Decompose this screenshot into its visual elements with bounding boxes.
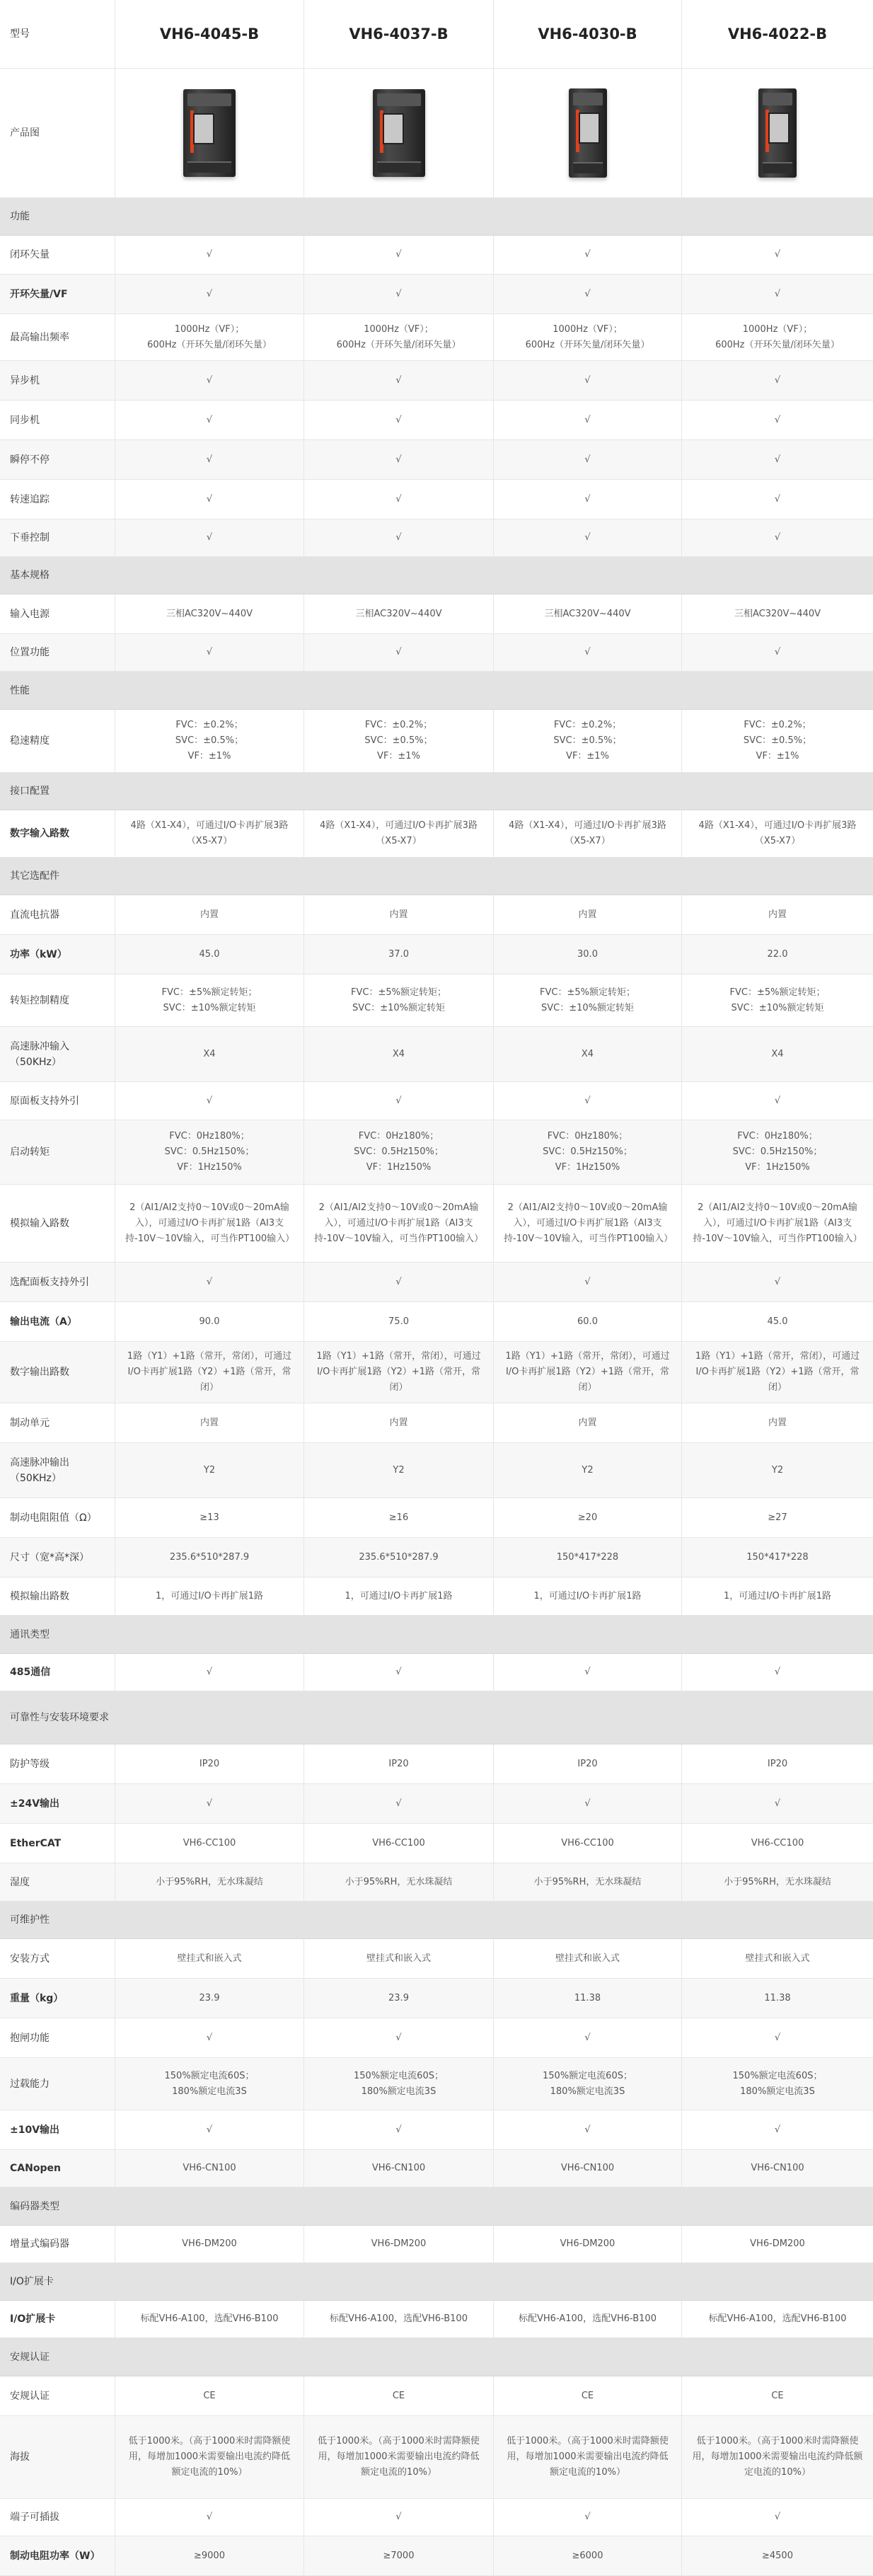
spec-value: IP20	[682, 1744, 873, 1784]
spec-value: √	[304, 2499, 494, 2536]
spec-value: X4	[115, 1027, 304, 1082]
spec-value: FVC：0Hz180%； SVC：0.5Hz150%； VF：1Hz150%	[494, 1120, 682, 1185]
row-label: 同步机	[0, 401, 115, 440]
row-label: 转矩控制精度	[0, 974, 115, 1027]
spec-value: VH6-CC100	[494, 1824, 682, 1863]
row-label: EtherCAT	[0, 1824, 115, 1863]
spec-value: ≥9000	[115, 2536, 304, 2576]
spec-value: FVC：±5%额定转矩； SVC：±10%额定转矩	[115, 974, 304, 1027]
spec-value: 150*417*228	[494, 1538, 682, 1577]
spec-value: VH6-DM200	[115, 2226, 304, 2263]
section-header	[0, 858, 873, 895]
section-header	[0, 1902, 873, 1939]
spec-value: 150%额定电流60S； 180%额定电流3S	[115, 2058, 304, 2110]
section-header	[0, 2263, 873, 2301]
row-label: 增量式编码器	[0, 2226, 115, 2263]
model-name: VH6-4045-B	[115, 0, 304, 69]
spec-value: √	[304, 480, 494, 519]
spec-value: 23.9	[115, 1979, 304, 2018]
row-label: CANopen	[0, 2150, 115, 2187]
spec-value: √	[682, 634, 873, 672]
spec-value: √	[682, 275, 873, 314]
row-label: 输入电源	[0, 594, 115, 634]
spec-value: √	[304, 2110, 494, 2150]
spec-value: FVC：±0.2%； SVC：±0.5%； VF：±1%	[494, 710, 682, 773]
spec-value: √	[304, 275, 494, 314]
spec-value: 三相AC320V~440V	[304, 594, 494, 634]
row-label: 数字输入路数	[0, 810, 115, 858]
spec-value: 11.38	[682, 1979, 873, 2018]
spec-value: 内置	[304, 1403, 494, 1443]
section-title: 编码器类型	[10, 2200, 59, 2212]
spec-value: VH6-CC100	[115, 1824, 304, 1863]
spec-value: 4路（X1-X4），可通过I/O卡再扩展3路（X5-X7）	[682, 810, 873, 858]
spec-value: 1路（Y1）+1路（常开，常闭），可通过I/O卡再扩展1路（Y2）+1路（常开，常闭）	[682, 1342, 873, 1403]
spec-value: √	[115, 1263, 304, 1302]
spec-value: X4	[682, 1027, 873, 1082]
row-label: 485通信	[0, 1654, 115, 1691]
spec-value: √	[304, 634, 494, 672]
spec-value: √	[115, 1082, 304, 1120]
row-label: 模拟输出路数	[0, 1577, 115, 1616]
spec-value: 低于1000米。（高于1000米时需降额使用，每增加1000米需要输出电流约降低额定电流的10%）	[304, 2416, 494, 2499]
spec-value: √	[494, 2018, 682, 2058]
row-label: 启动转矩	[0, 1120, 115, 1185]
spec-value: 1000Hz（VF）； 600Hz（开环矢量/闭环矢量）	[304, 314, 494, 361]
spec-value: 壁挂式和嵌入式	[304, 1939, 494, 1979]
row-label: 下垂控制	[0, 519, 115, 557]
spec-value: √	[115, 1784, 304, 1824]
spec-value: VH6-CN100	[304, 2150, 494, 2187]
spec-value: √	[682, 519, 873, 557]
spec-value: 45.0	[115, 935, 304, 974]
spec-value: 低于1000米。（高于1000米时需降额使用，每增加1000米需要输出电流约降低额定电流的10%）	[682, 2416, 873, 2499]
row-label: 转速追踪	[0, 480, 115, 519]
row-label: 抱闸功能	[0, 2018, 115, 2058]
section-title: 功能	[10, 211, 30, 222]
spec-value: ≥13	[115, 1498, 304, 1538]
spec-value: VH6-DM200	[304, 2226, 494, 2263]
row-label: 闭环矢量	[0, 236, 115, 275]
spec-value: 内置	[494, 895, 682, 935]
spec-value: 壁挂式和嵌入式	[115, 1939, 304, 1979]
spec-value: FVC：±5%额定转矩； SVC：±10%额定转矩	[494, 974, 682, 1027]
spec-value: √	[682, 480, 873, 519]
spec-value: √	[494, 1654, 682, 1691]
spec-value: 60.0	[494, 1302, 682, 1342]
spec-value: 1，可通过I/O卡再扩展1路	[115, 1577, 304, 1616]
spec-value: 4路（X1-X4），可通过I/O卡再扩展3路（X5-X7）	[304, 810, 494, 858]
spec-value: √	[304, 1263, 494, 1302]
spec-value: √	[115, 361, 304, 401]
spec-value: 11.38	[494, 1979, 682, 2018]
spec-value: FVC：±0.2%； SVC：±0.5%； VF：±1%	[682, 710, 873, 773]
spec-value: √	[494, 634, 682, 672]
spec-value: √	[115, 2499, 304, 2536]
spec-value: 壁挂式和嵌入式	[682, 1939, 873, 1979]
spec-value: 1路（Y1）+1路（常开，常闭），可通过I/O卡再扩展1路（Y2）+1路（常开，常闭）	[494, 1342, 682, 1403]
spec-value: √	[115, 519, 304, 557]
row-label: 制动电阻阻值（Ω）	[0, 1498, 115, 1538]
spec-value: 标配VH6-A100，选配VH6-B100	[115, 2301, 304, 2338]
spec-value: 22.0	[682, 935, 873, 974]
spec-value: ≥7000	[304, 2536, 494, 2576]
row-label: 数字输出路数	[0, 1342, 115, 1403]
spec-value: √	[682, 1263, 873, 1302]
spec-value: VH6-CN100	[115, 2150, 304, 2187]
spec-value: CE	[115, 2376, 304, 2416]
row-label: 安规认证	[0, 2376, 115, 2416]
spec-value: FVC：±5%额定转矩； SVC：±10%额定转矩	[682, 974, 873, 1027]
spec-value: √	[304, 401, 494, 440]
product-photo	[569, 88, 607, 178]
spec-value: FVC：±0.2%； SVC：±0.5%； VF：±1%	[115, 710, 304, 773]
spec-value: √	[304, 440, 494, 480]
spec-value: 23.9	[304, 1979, 494, 2018]
spec-value: √	[682, 2110, 873, 2150]
spec-value: VH6-CN100	[682, 2150, 873, 2187]
product-image-cell	[115, 69, 304, 198]
spec-value: 内置	[682, 1403, 873, 1443]
spec-value: FVC：0Hz180%； SVC：0.5Hz150%； VF：1Hz150%	[682, 1120, 873, 1185]
section-header	[0, 1616, 873, 1654]
row-label: 重量（kg）	[0, 1979, 115, 2018]
spec-value: 三相AC320V~440V	[115, 594, 304, 634]
row-label: 最高输出频率	[0, 314, 115, 361]
spec-value: 150%额定电流60S； 180%额定电流3S	[494, 2058, 682, 2110]
spec-value: 低于1000米。（高于1000米时需降额使用，每增加1000米需要输出电流约降低额定电流的10%）	[115, 2416, 304, 2499]
spec-value: 内置	[682, 895, 873, 935]
spec-value: √	[304, 519, 494, 557]
spec-value: 小于95%RH，无水珠凝结	[304, 1863, 494, 1902]
spec-value: 150%额定电流60S； 180%额定电流3S	[682, 2058, 873, 2110]
row-label: 稳速精度	[0, 710, 115, 773]
product-image-cell	[494, 69, 682, 198]
spec-value: √	[682, 1654, 873, 1691]
product-image-cell	[304, 69, 494, 198]
spec-value: 235.6*510*287.9	[115, 1538, 304, 1577]
row-label: 位置功能	[0, 634, 115, 672]
spec-value: FVC：±5%额定转矩； SVC：±10%额定转矩	[304, 974, 494, 1027]
spec-value: 标配VH6-A100，选配VH6-B100	[682, 2301, 873, 2338]
spec-value: 1路（Y1）+1路（常开，常闭），可通过I/O卡再扩展1路（Y2）+1路（常开，常闭）	[304, 1342, 494, 1403]
spec-value: √	[682, 440, 873, 480]
spec-value: X4	[494, 1027, 682, 1082]
row-label: ±24V输出	[0, 1784, 115, 1824]
spec-value: 内置	[304, 895, 494, 935]
spec-value: ≥4500	[682, 2536, 873, 2576]
spec-value: √	[494, 1082, 682, 1120]
spec-value: √	[494, 480, 682, 519]
spec-value: 内置	[115, 1403, 304, 1443]
spec-value: √	[115, 2110, 304, 2150]
spec-value: CE	[494, 2376, 682, 2416]
section-header	[0, 773, 873, 810]
spec-value: √	[304, 1654, 494, 1691]
row-label: 防护等级	[0, 1744, 115, 1784]
section-title: 可维护性	[10, 1914, 50, 1926]
spec-value: VH6-DM200	[682, 2226, 873, 2263]
product-photo	[373, 89, 425, 177]
row-label: 制动电阻功率（W）	[0, 2536, 115, 2576]
row-label: 过载能力	[0, 2058, 115, 2110]
spec-value: √	[682, 1784, 873, 1824]
spec-value: 低于1000米。（高于1000米时需降额使用，每增加1000米需要输出电流约降低额定电流的10%）	[494, 2416, 682, 2499]
spec-value: 235.6*510*287.9	[304, 1538, 494, 1577]
section-header	[0, 198, 873, 236]
row-label: 湿度	[0, 1863, 115, 1902]
spec-value: 2（AI1/AI2支持0～10V或0～20mA输入），可通过I/O卡再扩展1路（AI3支持-10V～10V输入，可当作PT100输入）	[682, 1185, 873, 1263]
row-label: 瞬停不停	[0, 440, 115, 480]
model-name: VH6-4022-B	[682, 0, 873, 69]
spec-value: VH6-CC100	[304, 1824, 494, 1863]
spec-value: 37.0	[304, 935, 494, 974]
section-title: 性能	[10, 684, 30, 696]
spec-value: √	[494, 2499, 682, 2536]
row-label: 安装方式	[0, 1939, 115, 1979]
spec-value: √	[115, 2018, 304, 2058]
row-label: 产品图	[0, 69, 115, 198]
spec-value: 90.0	[115, 1302, 304, 1342]
spec-value: √	[494, 275, 682, 314]
spec-value: √	[115, 401, 304, 440]
row-label: 选配面板支持外引	[0, 1263, 115, 1302]
spec-value: IP20	[115, 1744, 304, 1784]
spec-value: 内置	[115, 895, 304, 935]
spec-value: 4路（X1-X4），可通过I/O卡再扩展3路（X5-X7）	[494, 810, 682, 858]
spec-value: 1000Hz（VF）； 600Hz（开环矢量/闭环矢量）	[682, 314, 873, 361]
section-title: 基本规格	[10, 570, 50, 581]
row-label: 尺寸（宽*高*深）	[0, 1538, 115, 1577]
row-label: 输出电流（A）	[0, 1302, 115, 1342]
spec-value: √	[115, 236, 304, 275]
spec-value: √	[682, 236, 873, 275]
spec-value: 150*417*228	[682, 1538, 873, 1577]
spec-value: √	[682, 2018, 873, 2058]
model-name: VH6-4037-B	[304, 0, 494, 69]
spec-value: 2（AI1/AI2支持0～10V或0～20mA输入），可通过I/O卡再扩展1路（AI3支持-10V～10V输入，可当作PT100输入）	[304, 1185, 494, 1263]
spec-value: √	[682, 1082, 873, 1120]
spec-value: VH6-CN100	[494, 2150, 682, 2187]
spec-value: ≥27	[682, 1498, 873, 1538]
spec-value: 小于95%RH，无水珠凝结	[682, 1863, 873, 1902]
spec-value: 三相AC320V~440V	[682, 594, 873, 634]
spec-value: √	[494, 361, 682, 401]
spec-value: √	[115, 480, 304, 519]
spec-value: √	[115, 440, 304, 480]
product-photo	[183, 89, 236, 177]
section-title: 其它选配件	[10, 870, 59, 882]
spec-value: 壁挂式和嵌入式	[494, 1939, 682, 1979]
spec-value: √	[682, 401, 873, 440]
spec-value: 1000Hz（VF）； 600Hz（开环矢量/闭环矢量）	[115, 314, 304, 361]
spec-value: Y2	[682, 1443, 873, 1498]
row-label: 高速脉冲输入（50KHz）	[0, 1027, 115, 1082]
spec-value: IP20	[494, 1744, 682, 1784]
spec-value: X4	[304, 1027, 494, 1082]
spec-value: √	[494, 1263, 682, 1302]
spec-value: 三相AC320V~440V	[494, 594, 682, 634]
spec-value: 1，可通过I/O卡再扩展1路	[494, 1577, 682, 1616]
spec-value: √	[682, 2499, 873, 2536]
section-title: 接口配置	[10, 786, 50, 797]
product-image-cell	[682, 69, 873, 198]
spec-value: √	[304, 1784, 494, 1824]
spec-value: FVC：0Hz180%； SVC：0.5Hz150%； VF：1Hz150%	[115, 1120, 304, 1185]
spec-value: √	[494, 1784, 682, 1824]
spec-value: √	[682, 361, 873, 401]
spec-value: 1路（Y1）+1路（常开，常闭），可通过I/O卡再扩展1路（Y2）+1路（常开，常闭）	[115, 1342, 304, 1403]
spec-value: 75.0	[304, 1302, 494, 1342]
spec-value: √	[304, 2018, 494, 2058]
section-header	[0, 2338, 873, 2376]
row-label: 高速脉冲输出（50KHz）	[0, 1443, 115, 1498]
spec-value: 4路（X1-X4），可通过I/O卡再扩展3路（X5-X7）	[115, 810, 304, 858]
spec-value: Y2	[494, 1443, 682, 1498]
spec-value: ≥20	[494, 1498, 682, 1538]
spec-value: 1，可通过I/O卡再扩展1路	[304, 1577, 494, 1616]
row-label: 异步机	[0, 361, 115, 401]
spec-value: CE	[682, 2376, 873, 2416]
row-label: 端子可插拔	[0, 2499, 115, 2536]
spec-value: √	[115, 275, 304, 314]
spec-value: Y2	[115, 1443, 304, 1498]
row-label: 海拔	[0, 2416, 115, 2499]
row-label: 开环矢量/VF	[0, 275, 115, 314]
spec-value: 小于95%RH，无水珠凝结	[115, 1863, 304, 1902]
section-header	[0, 557, 873, 594]
spec-value: 标配VH6-A100，选配VH6-B100	[304, 2301, 494, 2338]
spec-value: √	[494, 401, 682, 440]
spec-value: √	[494, 236, 682, 275]
spec-value: ≥16	[304, 1498, 494, 1538]
row-label: ±10V输出	[0, 2110, 115, 2150]
spec-value: √	[304, 236, 494, 275]
section-header	[0, 1691, 873, 1744]
section-header	[0, 672, 873, 710]
spec-value: IP20	[304, 1744, 494, 1784]
product-photo	[758, 88, 797, 178]
spec-value: FVC：0Hz180%； SVC：0.5Hz150%； VF：1Hz150%	[304, 1120, 494, 1185]
spec-value: 内置	[494, 1403, 682, 1443]
spec-value: √	[494, 440, 682, 480]
row-label: I/O扩展卡	[0, 2301, 115, 2338]
row-label: 型号	[0, 0, 115, 69]
spec-value: 30.0	[494, 935, 682, 974]
spec-value: 小于95%RH，无水珠凝结	[494, 1863, 682, 1902]
spec-value: 150%额定电流60S； 180%额定电流3S	[304, 2058, 494, 2110]
section-title: 可靠性与安装环境要求	[10, 1712, 109, 1723]
spec-value: FVC：±0.2%； SVC：±0.5%； VF：±1%	[304, 710, 494, 773]
row-label: 原面板支持外引	[0, 1082, 115, 1120]
spec-value: ≥6000	[494, 2536, 682, 2576]
section-title: I/O扩展卡	[10, 2276, 54, 2287]
spec-value: 1，可通过I/O卡再扩展1路	[682, 1577, 873, 1616]
spec-value: 2（AI1/AI2支持0～10V或0～20mA输入），可通过I/O卡再扩展1路（AI3支持-10V～10V输入，可当作PT100输入）	[115, 1185, 304, 1263]
spec-value: VH6-CC100	[682, 1824, 873, 1863]
spec-value: CE	[304, 2376, 494, 2416]
spec-value: VH6-DM200	[494, 2226, 682, 2263]
model-name: VH6-4030-B	[494, 0, 682, 69]
spec-value: √	[494, 519, 682, 557]
section-title: 安规认证	[10, 2351, 50, 2363]
spec-value: √	[304, 1082, 494, 1120]
row-label: 模拟输入路数	[0, 1185, 115, 1263]
row-label: 制动单元	[0, 1403, 115, 1443]
spec-value: 45.0	[682, 1302, 873, 1342]
spec-value: Y2	[304, 1443, 494, 1498]
spec-value: 2（AI1/AI2支持0～10V或0～20mA输入），可通过I/O卡再扩展1路（AI3支持-10V～10V输入，可当作PT100输入）	[494, 1185, 682, 1263]
section-header	[0, 2187, 873, 2226]
spec-value: 标配VH6-A100，选配VH6-B100	[494, 2301, 682, 2338]
row-label: 直流电抗器	[0, 895, 115, 935]
spec-value: 1000Hz（VF）； 600Hz（开环矢量/闭环矢量）	[494, 314, 682, 361]
spec-value: √	[115, 1654, 304, 1691]
spec-value: √	[115, 634, 304, 672]
row-label: 功率（kW）	[0, 935, 115, 974]
section-title: 通讯类型	[10, 1628, 50, 1640]
spec-value: √	[304, 361, 494, 401]
spec-value: √	[494, 2110, 682, 2150]
